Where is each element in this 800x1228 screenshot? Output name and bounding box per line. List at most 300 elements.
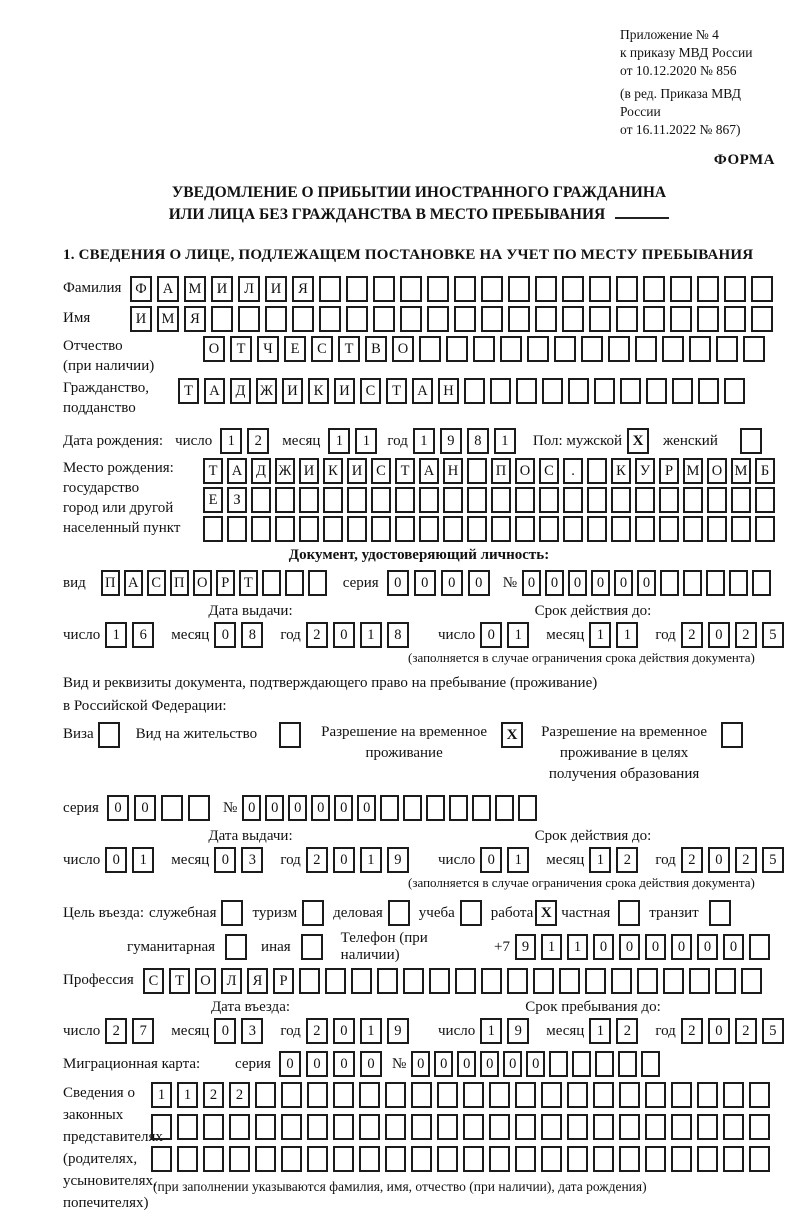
form-cell[interactable] — [467, 458, 487, 484]
form-cell[interactable] — [593, 1082, 614, 1108]
form-cell[interactable] — [618, 1051, 637, 1077]
form-cell[interactable]: 0 — [457, 1051, 476, 1077]
form-cell[interactable] — [635, 336, 657, 362]
form-cell[interactable] — [646, 378, 667, 404]
form-cell[interactable] — [351, 968, 372, 994]
form-cell[interactable] — [683, 570, 702, 596]
form-cell[interactable] — [188, 795, 210, 821]
form-cell[interactable] — [275, 487, 295, 513]
form-cell[interactable]: 0 — [333, 622, 355, 648]
form-cell[interactable] — [251, 516, 271, 542]
form-cell[interactable]: Т — [338, 336, 360, 362]
form-cell[interactable] — [427, 306, 449, 332]
form-cell[interactable] — [449, 795, 468, 821]
form-cell[interactable] — [567, 1114, 588, 1140]
form-cell[interactable] — [595, 1051, 614, 1077]
form-cell[interactable]: 0 — [265, 795, 284, 821]
form-cell[interactable] — [489, 1082, 510, 1108]
form-cell[interactable]: 9 — [515, 934, 536, 960]
form-cell[interactable] — [489, 1114, 510, 1140]
form-cell[interactable]: 0 — [545, 570, 564, 596]
form-cell[interactable]: 0 — [214, 622, 236, 648]
form-cell[interactable] — [377, 968, 398, 994]
form-cell[interactable] — [419, 487, 439, 513]
edu-permit-checkbox[interactable] — [721, 722, 743, 748]
form-cell[interactable] — [403, 968, 424, 994]
form-cell[interactable] — [697, 1146, 718, 1172]
form-cell[interactable]: 0 — [480, 847, 502, 873]
form-cell[interactable]: И — [347, 458, 367, 484]
residence-permit-checkbox[interactable] — [279, 722, 301, 748]
form-cell[interactable] — [299, 516, 319, 542]
form-cell[interactable] — [731, 516, 751, 542]
form-cell[interactable]: 0 — [708, 1018, 730, 1044]
purpose-official-checkbox[interactable] — [221, 900, 243, 926]
form-cell[interactable] — [515, 516, 535, 542]
form-cell[interactable] — [619, 1146, 640, 1172]
form-cell[interactable]: 0 — [214, 1018, 236, 1044]
form-cell[interactable]: С — [143, 968, 164, 994]
form-cell[interactable] — [491, 487, 511, 513]
form-cell[interactable]: А — [204, 378, 225, 404]
form-cell[interactable] — [325, 968, 346, 994]
form-cell[interactable] — [151, 1114, 172, 1140]
form-cell[interactable] — [593, 1114, 614, 1140]
form-cell[interactable]: 2 — [681, 847, 703, 873]
form-cell[interactable]: 1 — [132, 847, 154, 873]
form-cell[interactable] — [427, 276, 449, 302]
form-cell[interactable]: 0 — [333, 847, 355, 873]
form-cell[interactable] — [683, 487, 703, 513]
form-cell[interactable] — [467, 516, 487, 542]
form-cell[interactable]: 1 — [507, 847, 529, 873]
form-cell[interactable] — [419, 336, 441, 362]
purpose-other-checkbox[interactable] — [301, 934, 323, 960]
form-cell[interactable]: Ж — [256, 378, 277, 404]
form-cell[interactable] — [567, 1146, 588, 1172]
form-cell[interactable] — [729, 570, 748, 596]
form-cell[interactable]: 0 — [645, 934, 666, 960]
form-cell[interactable] — [539, 516, 559, 542]
form-cell[interactable]: Т — [203, 458, 223, 484]
form-cell[interactable] — [589, 306, 611, 332]
form-cell[interactable] — [437, 1146, 458, 1172]
form-cell[interactable]: А — [227, 458, 247, 484]
form-cell[interactable]: 0 — [614, 570, 633, 596]
form-cell[interactable]: 0 — [411, 1051, 430, 1077]
form-cell[interactable] — [541, 1114, 562, 1140]
form-cell[interactable] — [698, 378, 719, 404]
form-cell[interactable]: 1 — [360, 622, 382, 648]
form-cell[interactable] — [333, 1146, 354, 1172]
form-cell[interactable]: Е — [284, 336, 306, 362]
form-cell[interactable] — [292, 306, 314, 332]
form-cell[interactable] — [255, 1114, 276, 1140]
form-cell[interactable] — [645, 1146, 666, 1172]
form-cell[interactable] — [307, 1082, 328, 1108]
form-cell[interactable]: Р — [273, 968, 294, 994]
form-cell[interactable] — [359, 1114, 380, 1140]
form-cell[interactable] — [385, 1114, 406, 1140]
form-cell[interactable] — [671, 1146, 692, 1172]
form-cell[interactable] — [481, 306, 503, 332]
form-cell[interactable] — [385, 1146, 406, 1172]
form-cell[interactable]: 0 — [697, 934, 718, 960]
form-cell[interactable]: 1 — [480, 1018, 502, 1044]
form-cell[interactable]: 0 — [637, 570, 656, 596]
form-cell[interactable]: 0 — [242, 795, 261, 821]
form-cell[interactable] — [611, 968, 632, 994]
form-cell[interactable]: Д — [251, 458, 271, 484]
form-cell[interactable] — [308, 570, 327, 596]
form-cell[interactable]: 0 — [107, 795, 129, 821]
form-cell[interactable]: 0 — [311, 795, 330, 821]
form-cell[interactable] — [472, 795, 491, 821]
form-cell[interactable]: 2 — [203, 1082, 224, 1108]
form-cell[interactable] — [333, 1114, 354, 1140]
form-cell[interactable]: А — [157, 276, 179, 302]
form-cell[interactable]: 1 — [616, 622, 638, 648]
form-cell[interactable] — [587, 487, 607, 513]
form-cell[interactable] — [229, 1146, 250, 1172]
form-cell[interactable]: Р — [659, 458, 679, 484]
form-cell[interactable] — [161, 795, 183, 821]
form-cell[interactable] — [751, 306, 773, 332]
form-cell[interactable]: К — [611, 458, 631, 484]
form-cell[interactable]: И — [334, 378, 355, 404]
form-cell[interactable]: 9 — [387, 847, 409, 873]
form-cell[interactable] — [755, 516, 775, 542]
form-cell[interactable]: 1 — [589, 622, 611, 648]
form-cell[interactable] — [491, 516, 511, 542]
form-cell[interactable]: 1 — [507, 622, 529, 648]
form-cell[interactable]: 0 — [480, 622, 502, 648]
form-cell[interactable]: 1 — [360, 847, 382, 873]
form-cell[interactable] — [671, 1082, 692, 1108]
form-cell[interactable]: А — [419, 458, 439, 484]
form-cell[interactable] — [262, 570, 281, 596]
form-cell[interactable] — [211, 306, 233, 332]
sex-male-checkbox[interactable]: X — [627, 428, 649, 454]
form-cell[interactable] — [238, 306, 260, 332]
purpose-transit-checkbox[interactable] — [709, 900, 731, 926]
form-cell[interactable] — [400, 276, 422, 302]
form-cell[interactable]: О — [203, 336, 225, 362]
form-cell[interactable]: Ж — [275, 458, 295, 484]
form-cell[interactable] — [568, 378, 589, 404]
form-cell[interactable] — [307, 1114, 328, 1140]
form-cell[interactable]: О — [392, 336, 414, 362]
form-cell[interactable]: Я — [247, 968, 268, 994]
form-cell[interactable]: Т — [169, 968, 190, 994]
form-cell[interactable] — [637, 968, 658, 994]
form-cell[interactable]: 1 — [105, 622, 127, 648]
form-cell[interactable]: 0 — [434, 1051, 453, 1077]
form-cell[interactable]: И — [282, 378, 303, 404]
form-cell[interactable] — [489, 1146, 510, 1172]
form-cell[interactable] — [299, 487, 319, 513]
form-cell[interactable] — [481, 968, 502, 994]
form-cell[interactable]: 0 — [306, 1051, 328, 1077]
form-cell[interactable] — [515, 1146, 536, 1172]
form-cell[interactable] — [663, 968, 684, 994]
form-cell[interactable]: 2 — [105, 1018, 127, 1044]
form-cell[interactable]: 2 — [735, 847, 757, 873]
form-cell[interactable]: 0 — [334, 795, 353, 821]
form-cell[interactable]: М — [184, 276, 206, 302]
form-cell[interactable] — [515, 1082, 536, 1108]
form-cell[interactable] — [689, 968, 710, 994]
form-cell[interactable]: О — [707, 458, 727, 484]
form-cell[interactable]: 1 — [151, 1082, 172, 1108]
form-cell[interactable] — [697, 1082, 718, 1108]
form-cell[interactable] — [473, 336, 495, 362]
form-cell[interactable] — [359, 1146, 380, 1172]
form-cell[interactable]: 0 — [468, 570, 490, 596]
form-cell[interactable]: О — [515, 458, 535, 484]
form-cell[interactable] — [549, 1051, 568, 1077]
form-cell[interactable] — [507, 968, 528, 994]
form-cell[interactable]: 0 — [522, 570, 541, 596]
form-cell[interactable] — [437, 1114, 458, 1140]
form-cell[interactable] — [490, 378, 511, 404]
form-cell[interactable] — [255, 1082, 276, 1108]
form-cell[interactable]: И — [130, 306, 152, 332]
form-cell[interactable]: Т — [230, 336, 252, 362]
form-cell[interactable]: О — [195, 968, 216, 994]
form-cell[interactable] — [419, 516, 439, 542]
form-cell[interactable] — [467, 487, 487, 513]
form-cell[interactable]: С — [147, 570, 166, 596]
form-cell[interactable] — [227, 516, 247, 542]
form-cell[interactable]: 1 — [494, 428, 516, 454]
form-cell[interactable] — [371, 516, 391, 542]
form-cell[interactable]: . — [563, 458, 583, 484]
form-cell[interactable] — [683, 516, 703, 542]
form-cell[interactable] — [541, 1082, 562, 1108]
form-cell[interactable] — [346, 306, 368, 332]
form-cell[interactable]: З — [227, 487, 247, 513]
form-cell[interactable] — [619, 1082, 640, 1108]
purpose-business-checkbox[interactable] — [388, 900, 410, 926]
form-cell[interactable]: 0 — [568, 570, 587, 596]
form-cell[interactable]: 2 — [306, 622, 328, 648]
form-cell[interactable]: 2 — [616, 1018, 638, 1044]
form-cell[interactable] — [755, 487, 775, 513]
form-cell[interactable]: М — [683, 458, 703, 484]
form-cell[interactable] — [454, 306, 476, 332]
form-cell[interactable]: 0 — [503, 1051, 522, 1077]
form-cell[interactable] — [659, 516, 679, 542]
form-cell[interactable] — [723, 1082, 744, 1108]
form-cell[interactable]: П — [491, 458, 511, 484]
form-cell[interactable] — [395, 487, 415, 513]
form-cell[interactable]: 8 — [467, 428, 489, 454]
form-cell[interactable] — [749, 1146, 770, 1172]
form-cell[interactable]: 9 — [440, 428, 462, 454]
form-cell[interactable] — [594, 378, 615, 404]
form-cell[interactable]: 0 — [134, 795, 156, 821]
form-cell[interactable]: П — [170, 570, 189, 596]
form-cell[interactable] — [411, 1114, 432, 1140]
visa-checkbox[interactable] — [98, 722, 120, 748]
form-cell[interactable] — [562, 306, 584, 332]
form-cell[interactable] — [347, 487, 367, 513]
form-cell[interactable]: Т — [395, 458, 415, 484]
form-cell[interactable] — [380, 795, 399, 821]
form-cell[interactable]: С — [371, 458, 391, 484]
form-cell[interactable] — [535, 306, 557, 332]
form-cell[interactable] — [587, 458, 607, 484]
form-cell[interactable] — [562, 276, 584, 302]
form-cell[interactable] — [723, 1146, 744, 1172]
form-cell[interactable] — [508, 306, 530, 332]
form-cell[interactable]: 1 — [567, 934, 588, 960]
form-cell[interactable] — [495, 795, 514, 821]
form-cell[interactable]: 1 — [413, 428, 435, 454]
form-cell[interactable] — [229, 1114, 250, 1140]
form-cell[interactable]: Я — [292, 276, 314, 302]
form-cell[interactable]: 0 — [333, 1051, 355, 1077]
form-cell[interactable]: Е — [203, 487, 223, 513]
form-cell[interactable] — [731, 487, 751, 513]
form-cell[interactable] — [203, 516, 223, 542]
form-cell[interactable] — [724, 306, 746, 332]
form-cell[interactable] — [518, 795, 537, 821]
form-cell[interactable] — [411, 1146, 432, 1172]
form-cell[interactable]: 8 — [387, 622, 409, 648]
form-cell[interactable] — [281, 1146, 302, 1172]
form-cell[interactable]: 0 — [591, 570, 610, 596]
form-cell[interactable] — [346, 276, 368, 302]
purpose-humanitarian-checkbox[interactable] — [225, 934, 247, 960]
form-cell[interactable] — [463, 1114, 484, 1140]
form-cell[interactable] — [319, 306, 341, 332]
form-cell[interactable]: 2 — [616, 847, 638, 873]
form-cell[interactable] — [589, 276, 611, 302]
form-cell[interactable] — [446, 336, 468, 362]
form-cell[interactable] — [587, 516, 607, 542]
form-cell[interactable] — [620, 378, 641, 404]
form-cell[interactable] — [323, 516, 343, 542]
form-cell[interactable]: 0 — [593, 934, 614, 960]
form-cell[interactable] — [611, 487, 631, 513]
form-cell[interactable] — [670, 276, 692, 302]
form-cell[interactable]: 0 — [526, 1051, 545, 1077]
form-cell[interactable] — [567, 1082, 588, 1108]
form-cell[interactable]: 0 — [279, 1051, 301, 1077]
form-cell[interactable] — [563, 487, 583, 513]
form-cell[interactable]: Б — [755, 458, 775, 484]
form-cell[interactable]: 2 — [306, 847, 328, 873]
form-cell[interactable] — [373, 306, 395, 332]
form-cell[interactable]: Ф — [130, 276, 152, 302]
form-cell[interactable]: В — [365, 336, 387, 362]
form-cell[interactable]: 7 — [132, 1018, 154, 1044]
form-cell[interactable]: 3 — [241, 1018, 263, 1044]
form-cell[interactable]: 0 — [333, 1018, 355, 1044]
form-cell[interactable]: 1 — [220, 428, 242, 454]
form-cell[interactable] — [563, 516, 583, 542]
form-cell[interactable] — [707, 516, 727, 542]
form-cell[interactable] — [203, 1146, 224, 1172]
form-cell[interactable] — [359, 1082, 380, 1108]
form-cell[interactable]: 8 — [241, 622, 263, 648]
form-cell[interactable]: Ч — [257, 336, 279, 362]
form-cell[interactable]: 9 — [387, 1018, 409, 1044]
form-cell[interactable]: П — [101, 570, 120, 596]
form-cell[interactable] — [426, 795, 445, 821]
form-cell[interactable] — [697, 306, 719, 332]
form-cell[interactable]: 0 — [619, 934, 640, 960]
form-cell[interactable] — [333, 1082, 354, 1108]
form-cell[interactable] — [608, 336, 630, 362]
form-cell[interactable] — [749, 1082, 770, 1108]
form-cell[interactable] — [572, 1051, 591, 1077]
form-cell[interactable] — [411, 1082, 432, 1108]
form-cell[interactable] — [749, 1114, 770, 1140]
form-cell[interactable] — [515, 1114, 536, 1140]
form-cell[interactable] — [707, 487, 727, 513]
form-cell[interactable] — [323, 487, 343, 513]
form-cell[interactable] — [527, 336, 549, 362]
form-cell[interactable] — [281, 1082, 302, 1108]
form-cell[interactable] — [643, 276, 665, 302]
form-cell[interactable] — [645, 1082, 666, 1108]
form-cell[interactable]: 0 — [441, 570, 463, 596]
form-cell[interactable] — [752, 570, 771, 596]
form-cell[interactable]: 6 — [132, 622, 154, 648]
form-cell[interactable] — [635, 516, 655, 542]
form-cell[interactable]: А — [412, 378, 433, 404]
form-cell[interactable]: Н — [443, 458, 463, 484]
form-cell[interactable]: И — [299, 458, 319, 484]
form-cell[interactable] — [429, 968, 450, 994]
form-cell[interactable] — [455, 968, 476, 994]
form-cell[interactable] — [481, 276, 503, 302]
form-cell[interactable] — [251, 487, 271, 513]
form-cell[interactable] — [255, 1146, 276, 1172]
form-cell[interactable]: 0 — [360, 1051, 382, 1077]
form-cell[interactable] — [716, 336, 738, 362]
form-cell[interactable] — [697, 276, 719, 302]
form-cell[interactable]: 1 — [355, 428, 377, 454]
purpose-work-checkbox[interactable]: X — [535, 900, 557, 926]
form-cell[interactable] — [533, 968, 554, 994]
form-cell[interactable]: 2 — [735, 622, 757, 648]
form-cell[interactable]: С — [311, 336, 333, 362]
form-cell[interactable]: 5 — [762, 622, 784, 648]
form-cell[interactable] — [672, 378, 693, 404]
form-cell[interactable] — [554, 336, 576, 362]
form-cell[interactable]: 0 — [723, 934, 744, 960]
form-cell[interactable] — [454, 276, 476, 302]
form-cell[interactable]: 1 — [328, 428, 350, 454]
form-cell[interactable]: 0 — [214, 847, 236, 873]
form-cell[interactable] — [285, 570, 304, 596]
form-cell[interactable] — [437, 1082, 458, 1108]
sex-female-checkbox[interactable] — [740, 428, 762, 454]
form-cell[interactable] — [645, 1114, 666, 1140]
form-cell[interactable] — [581, 336, 603, 362]
form-cell[interactable]: М — [157, 306, 179, 332]
form-cell[interactable]: 0 — [708, 622, 730, 648]
form-cell[interactable] — [751, 276, 773, 302]
form-cell[interactable] — [619, 1114, 640, 1140]
form-cell[interactable] — [319, 276, 341, 302]
form-cell[interactable] — [724, 378, 745, 404]
form-cell[interactable]: С — [360, 378, 381, 404]
